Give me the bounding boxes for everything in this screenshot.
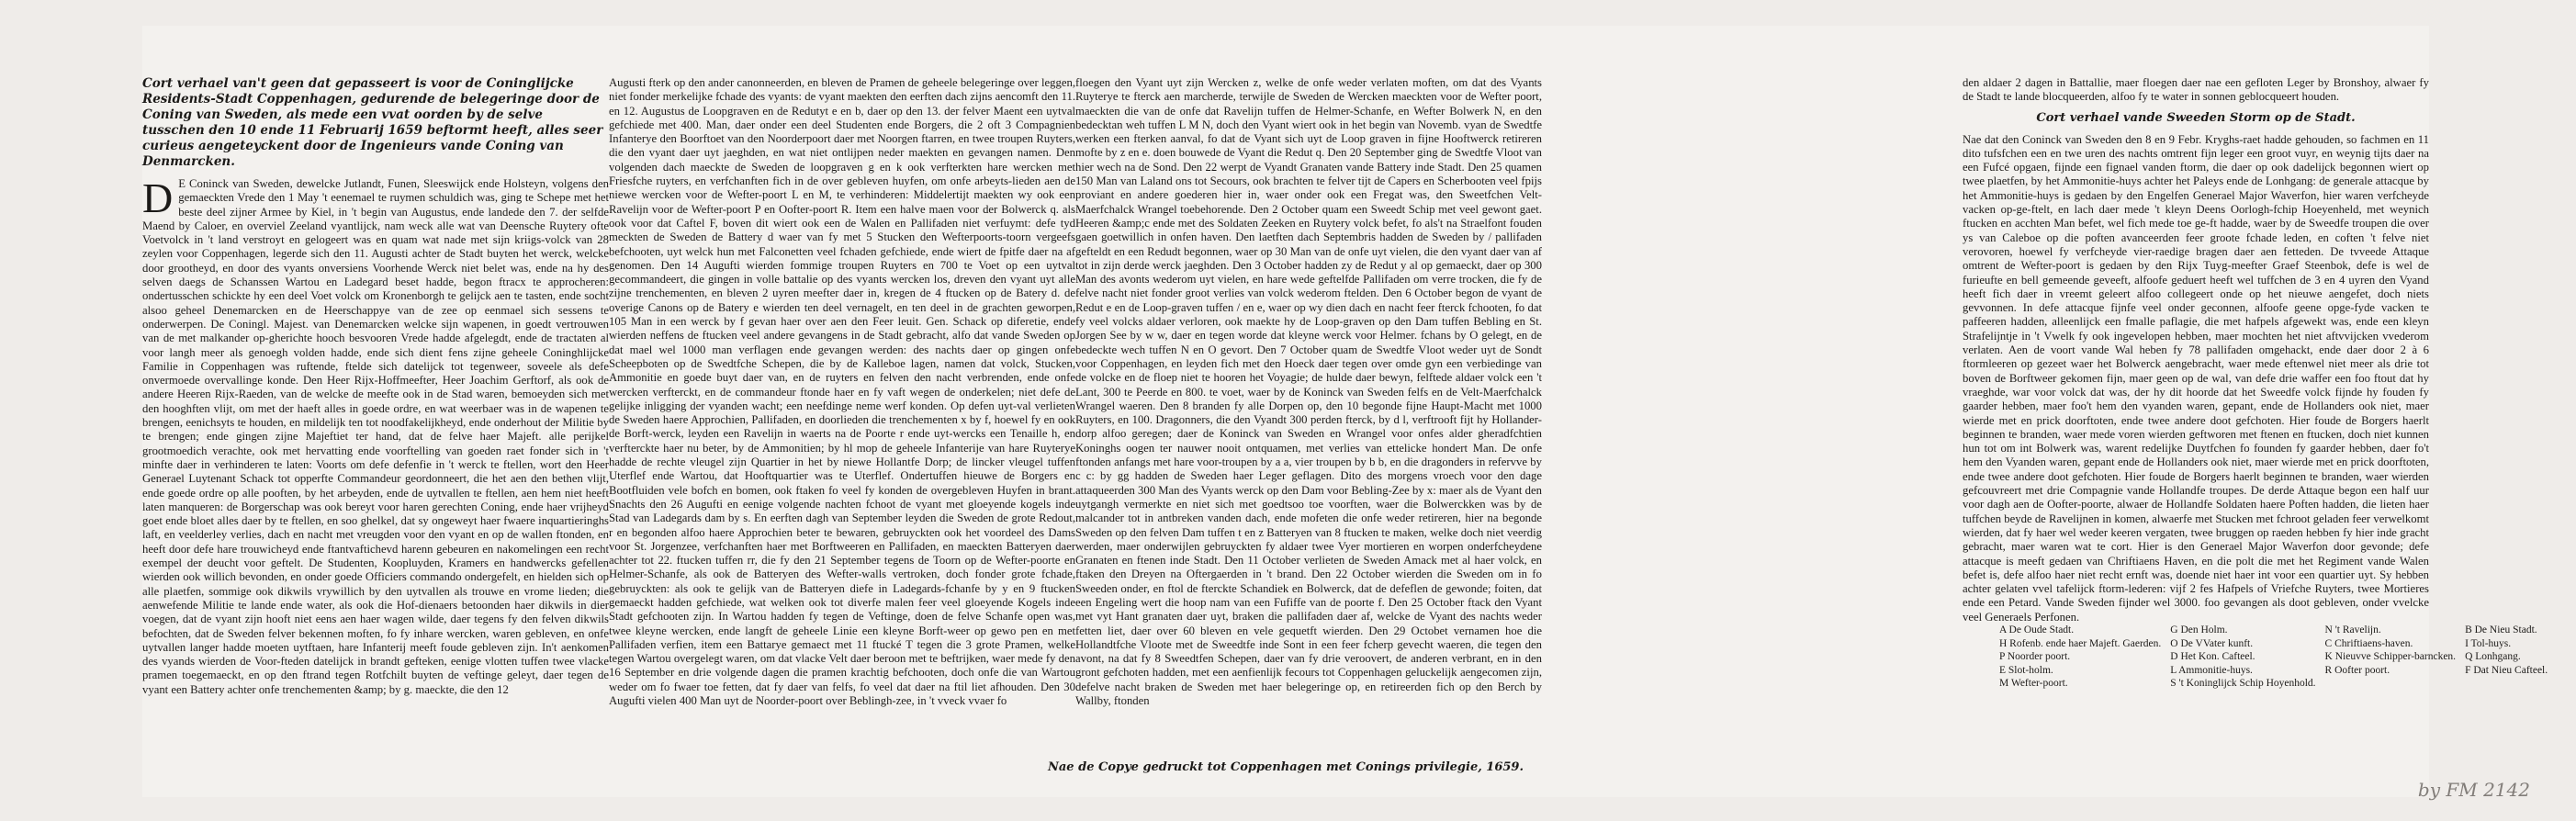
legend-item: D Het Kon. Cafteel. — [2170, 651, 2255, 662]
map-legend — [1999, 624, 2548, 691]
document-title: Cort verhael van't geen dat gepasseert is voor de Coninglijcke Residents-Stadt Coppenhagen, gedurende de belegeringe door de Coning van Sweden, als mede een vvat oorden by de selve tusschen den 10 ende 11 Februarij 1659 beftormt heeft, alles seer curieus aengeteyckent door de Ingenieurs vande Coning van Denmarcken. — [142, 76, 603, 169]
legend-item: M Wefter-poort. — [1999, 678, 2068, 689]
legend-item: K Nieuvve Schipper-barncken. — [2324, 651, 2457, 662]
column-1-body: E Coninck van Sweden, dewelcke Jutlandt, Funen, Sleeswijck ende Holsteyn, volgens den gemaeckten Vrede den 1 May 't eenemael te ruymen schuldich was, ging te Schepe met het beste deel zijner Armee by Kiel, in 't begin van Augustus, ende landede den 7. der selfde Maend by Caloer, en overviel Zeeland vyantlijck, nam weck alle wat van Deensche Ruytery ofte Voetvolck in 't land verstroyt en gelogeert was en quam wat nade met sijn kriigs-volck van 28 zeylen voor Coppenhagen, legerde sich den 11. Augusti achter de Stadt buyten het werck, welcke door grootheyd, en door des vyants onversiens Voorhende Werck niet belet was, ende na hy des selven daegs de Schanssen Wartou en Ladegard beset hadde, begon ftracx te approcheren: ondertusschen schickte hy een deel Voet volck om Kronenborgh te gelijck aen te tasten, ende socht alsoo geheel Denemarcken en de Heerschappye van de zee op eenmael sich sessens te onderwerpen. De Coningl. Majest. van Denemarcken welcke sijn wapenen, in goedt vertrouwen van de met malkander op-gherichte hooch besvooren Vrede hadde afgelegdt, ende de tractaten al voor langh meer als genoegh volden hadde, ende sich dient fens zijne geheele Coninghlijcke Familie in Coppenhagen was ruftende, ftelde sich datelijck tot tegenweer, soveele als defe onvermoede overvallinge konde. Den Heer Rijx-Hoffmeefter, Heer Joachim Gerftorf, als ook de andere Heeren Rijx-Raeden, van de welcke de meefte ook in de Stad waren, bemoeyden sich met den hooghften vlijt, om met der haeft alles in goede ordre, en wat weerbaer was in de wapenen te brengen, eenichsyts te houden, en mildelijk ten tot noodfakelijkheyd, ende onderhout der Militie by te brengen; ende gingen zijne Majeftiet ter hand, dat de felve haer Majeft. alle perijkel grootmoedich verachte, ook met hervatting ende voorftelling van goeden raet fonder sich in 't minfte daer in verhinderen te laten: Voorts om defe defenfie in 't werck te ftellen, wort den Heer Generael Luytenant Schack tot opperfte Commandeur geordonneert, die het aen den bethen vlijt, ende goede ordre op alle pooften, by het arbeyden, ende de uytvallen te ftellen, aen hem niet heeft laten manqueren: de Borgerschap was ook bereyt voor haren gerechten Coning, ende haer vrijheyd goet ende bloet alles daer by te ftellen, en soo ghelkel, dat sy ongeweyt haer fwaere inquartieringhs laft, en veelderley verlies, dach en nacht met vreugden voor den vyant en op de wallen ftonden, en heeft door defe hare trouwicheyd ende ftantvaftichevd harenn gebeuren en nakomelingen een recht exempel der deucht voor geftelt. De Studenten, Koopluyden, Kramers en handwercks gefellen wierden ook willich bevonden, en onder goede Officiers commando ondergefelt, en hielden sich op alle plaetfen, sommige ook dikwils vrywillich by den uytvallen als trouwe en vrome lieden; die aenwefende Militie te lande ende water, als ook die Hof-dienaers betoonden haer dikwils in dier voegen, dat de vyant zijn hooft niet eens aen haer wagen wilde, daer tegens fy den felven dikwils befochten, dat de Sweden felver bekennen moften, fo fy inhare wercken, waren gebleven, en onfe uytvallen langer hadde moeten uytftaen, hare Infanterij meeft foude gebleven zijn. In't aenkomen des vyands wierden de Voor-fteden datelijck in brandt gefteken, eenige vlotten tuffen twee vlacke pramen toegemaeckt, en op den ftrand tegen Rotfchilt buyten de veftinge geleyt, daer tegen de vyant een Battery achter onfe trenchementen &amp; by g. maeckte, die den 12 — [142, 177, 609, 696]
legend-item: L Ammonitie-huys. — [2170, 664, 2253, 676]
column-4-text: Nae dat den Coninck van Sweden den 8 en 9 Febr. Kryghs-raet hadde gehouden, so fachmen en 11 dito tufsfchen een en twe uren des nachts omtrent fijn leger een groot vuyr, en weynig tijts daer na een Fufcé opgaen, fijnde een fignael vanden ftorm, die daer op ook dadelijck begonnen wiert op twee plaetfen, by het Ammonitie-huys achter het Paleys ende de Lonhgang: de generale attacque by het Ammonitie-huys is gedaen by den Engelfen Generael Major Waverfon, hier waren verfcheyde vacken op-ge-ftelt, en lach daer mede 't kleyn Deens Oorlogh-fchip Hoeyenheld, met weynich ftucken en acchten Man befet, wel fich mede toe ge-ft hadde, waer by de Sweedfe troupen die over ys van Caleboe op die poften avanceerden feer groote fchade leden, en coften 't felve niet verovoren, hoewel fy verfcheyde vier-raedige bragen daer aen fetteden. De tvveede Attaque omtrent de Wefter-poort is gedaen by den Rijx Tuyg-meefter Graef Steenbok, defe is wel de furieufte en bell gemeende geveeft, alfoofe geduert heeft wel tuffchen de 3 en 4 uyren den Vyand heeft fich daer in vreemt geleert alfoo collegeert onde op het nieuwe aengefet, doch niets gevvonnen. In defe attacque fijnfe veel onder geconnen, alfoofe geene opge-fyde vacken te paffeeren hadden, alleenlijck een fmalle paflagie, die met hafpels afgewekt was, ende een kleyn Strafelijntje in 't Vwelk fy ook ingevelopen hebben, maer mochten het niet aftvvijcken vvederom verlaten. Aen de voort vande Wal heben fy 78 pallifaden omgehackt, ende daer door 2 à 6 ftormleeren op gezeet waer het Bolwerck aengebracht, waer mede eftenwel niet meer als drie tot boven de Borftweer gekomen fijn, maer geen op de wal, van defe drie waffer een foo ftout dat hy vraeghde, war voor volck dat was, der hy dit hoorde dat het Sweedfe volck fijnde hy fouden fy gaarder hebben, maer foo't hem den vyanden waren, gepant, ende de Hollanders ook niet, maer wierde met en prick doorftoten, ende twee andere doot gefchoten. Hier foude de Borgers haerlt beginnen te branden, waer mede voren wierden geftworen met ftenen en ftucken, doch niet kunnen hun tot om int Bolwerk was, warent redelijke Duytfchen fo founden fy gaarder hebben, daer fo't hem den Vyanden waren, gepant ende de Hollanders ook niet, maer wierde met en prick doorftoten, ende twee andere doot gefchoten. Hier foude de Borgers haerlt beginnen te branden, waer wierden gefcouvreert met drie Compagnie vande Hollandfe troupes. De derde Attaque begon een half uur voor dagh aen de Oofter-poorte, alwaer de Hollandfe Soldaten haere Poften hadden, die lieten haer tuffchen beyde de Ravelijnen in komen, alwaerfe met Stucken met fchroot geladen feer verwelkomt wierden, dat fy haer wel weder keeren vergaten, twee bruggen op raeden hebben fy hier inde gracht gebracht, maer waren wat te cort. Hier is den Generael Major Waverfon door gevonde; defe attacque is meeft gedaen van Chriftiaens Haven, en die polt die met het Regiment vande Walen befet is, defe alfoo haer niet recht ernft was, doende niet haer int voor een quartier uyt. Sy hebben achter gelaten vvel tafelijck ftorm-lederen: vijf 2 fes Hafpels of Vriefche Ruyters, twee Mortieres ende een Petard. Vande Sweden fijnder wel 3000. foo gevangen als doot gebleven, onder vvelcke veel Generaels Perfonen. — [1963, 132, 2429, 624]
legend-item: H Rofenb. ende haer Majeft. Gaerden. — [1999, 637, 2162, 649]
legend-item: Q Lonhgang. — [2465, 651, 2521, 662]
legend-item: I Tol-huys. — [2465, 637, 2512, 649]
legend-item: A De Oude Stadt. — [1999, 624, 2075, 635]
legend-item: G Den Holm. — [2170, 624, 2228, 635]
legend-item: P Noorder poort. — [1999, 651, 2071, 662]
drop-cap: D — [142, 174, 174, 221]
legend-item: N 't Ravelijn. — [2324, 624, 2381, 635]
legend-item: O De VVater kunft. — [2170, 637, 2254, 649]
imprint-footer: Nae de Copye gedruckt tot Coppenhagen met Conings privilegie, 1659. — [1048, 760, 1524, 774]
legend-item: B De Nieu Stadt. — [2465, 624, 2537, 635]
column-2-text: Augusti fterk op den ander canonneerden, en bleven de Pramen de geheele belegeringe over leggen, niet fonder merkelijke fchade des vyants: de vyant maekten den eerften dach zijns aencomft den 11. en 12. Augustus de Loopgraven en de Redutyt e en b, daer op den 13. der felver Maent een uytval gefchiede met 400. Man, daer onder een deel Studenten ende Borgers, die 2 oft 3 Compagnien Infanterye den Boorftoet van den Noorderpoort daer met Noorgen ftarren, en twee troupen Ruyters, die den vyant daer uyt jaeghden, en wat niet ontlijpen neder maekten en gevangen namen. Den volgenden dach maeckte de Sweden de loopgraven g en k ook verfterkten hare wercken met Friesfche ruyters, en verfchanften fich in de over gebleven huyfen, om onfe arbeyts-lieden aen de niewe wercken voor de Wefter-poort L en M, te verhinderen: Middelertijt maekten wy ook een Ravelijn voor de Wefter-poort P en Oofter-poort R. Item een halve maen voor der Bolwerck q. als ook voor dat Caftel F, boven dit wiert ook een de Walen en Pallifaden niet verfuymt: defe tyd meckten de Sweden de Battery d waer van fy met 5 Stucken den Wefterpoorts-toorn vergeefs befchooten, uyt welck hun met Falconetten veel fchaden gefchiede, ende wiert de fpitfe daer na af genomen. Den 14 Augufti wierden fommige troupen Ruyters en 700 te Voet op een uytval gecommandeert, die gingen in volle battalie op des vyants wercken los, dreven den vyant uyt alle zijne trenchementen, en bleven 2 uyren meefter daer in, kregen de 4 ftucken op de Batery d. de overige Canons op de Batery e wierden ten deel vernagelt, en ten deel in de grachten geworpen, 105 Man in een werck by f gevan haer over aen den Feer leuit. Gen. Schack op diferetie, ende wierden neffens de ftucken veel andere gevangens in de Stadt gebracht, alfo dat vande Sweden op dat mael wel 1000 man verflagen ende gevangen werden: des nachts daer op gingen onfe Scheepboten op de Swedtfche Schepen, die by de Kalleboe lagen, namen dat volck, Stucken, Ammonitie en goede buyt daer van, en de ruyters en felven den nacht verbrenden, ende onfe wercken verfterckt, en de commandeur ftonde haer en fy vaft wegen de onderkelen; niet defe de gelijke inligging der vyanden wacht; een neefdinge neme werf konden. Op defen uyt-val verlieten de Sweden haere Approchien, Pallifaden, en doorlieden die trenchementen x by f, hoewel fy en ook de Borft-werck, leyden een Ravelijn in waerts na de Poorte r ende uyt-wercks een Tenaille h, en verfterckte haer nu beter, by de Ammonitien; by hl mop de geheele Infanterije van hare Ruyterye hadde de rechte vleugel zijn Quartier in het by niewe Hollantfe Dorp; de lincker vleugel tuffen Uterflef ende Wartou, dat Hooftquartier was te Uterflef. Ondertuffen hieuwe de Borgers en Bootfluiden vele bofch en bomen, ook ftaken fo veel fy konden de overgebleven Huyfen in brant. Snachts den 26 Augufti en eenige volgende nachten fchoot de vyant met gloeyende kogels inde Stad van Ladegards dam by s. En eerften dagh van September leyden die Sweden de grote Redout, r en begonden alfoo haere Approchien beter te bewaren, gebruyckten ook het voordeel des Dams voor St. Jorgenzee, verfchanften haer met Borftweeren en Pallifaden, en maeckten Batteryen daer achter tot 22. ftucken tuffen rr, die fy den 21 September tegens de Toorn op de Wefter-poorte en Helmer-Schanfe, als ook de Batteryen des Wefter-walls vertroken, doch fonder grote fchade, gebruyckten: als ook te gelijk van de Batteryen diefe in Ladegards-fchanfe by y en 9 ftucken gemaeckt hadden gefchiede, wat welken ook tot diverfe malen feer veel gloeyende Kogels inde Stadt gefchooten zijn. In Wartou hadden fy tegen de Veftinge, doen de felve Schanfe open was, twee kleyne wercken, ende langft de geheele Linie een kleyne Borft-weer op gewo pen en met Pallifaden verfien, item een Battarye gemaect met 11 ftucké T tegen die 3 grote Pramen, welke tegen Wartou overgelegt waren, om dat vlacke Velt daer beroon met te beftrijken, waer mede fy den 16 September en drie volgende dagen die pramen krachtig befchooten, doch onfe die van Wartou weder om fo fwaer toe fetten, dat fy daer van felfs, fo veel dat daer na ftil liet afhouden. Den 30 Augufti vielen 400 Man uyt de Noorder-poort over Beblingh-zee, in 't vveck vvaer fo — [609, 76, 1075, 708]
column-1-text — [142, 174, 609, 697]
column-3-text: floegen den Vyant uyt zijn Wercken z, welke de onfe weder verlaten moften, om dat des Vyants Ruyterye te fterck aen marcherde, terwijle de Sweden de Wercken maeckten voor de Wefter poort, maeckten die van de onfe dat Ravelijn tuffen de Helmer-Schanfe, en Wefter Bolwerk N, en den bedecktan weh tuffen L M N, doch den Vyant wiert ook in het begin van Novemb. vyan de Swedtfe werken een fterken aanval, fo dat de Vyant sich uyt de Loop graven in fijne Hooftwerck retireren mofte by z en e. doen bouwede de Vyant die Redut q. Den 20 September ging de Swedtfe Vloot van hier wech na de Sond. Den 22 werpt de Vyandt Granaten vande Battery inde Stadt. Den 25 quamen 150 Man van Laland ons tot Secours, ook brachten te felver tijt de Capers en Scherbooten veel fpijs proviant en andere goederen hier in, waer onder ook een Fregat was, den Sweetfchen Velt-Maerfchalck Wrangel toebehorende. Den 2 October quam een Sweedt Schip met veel gewont gaet. Heeren &amp;c ende met des Soldaten Zeeken en Ruytery volck befet, fo als't na Straelfont fouden gaen goetwillich in onfen haven. Den laetften dach Septembris hadden de Sweden by / pallifaden gefteldt en een Redudt begonnen, waer op 30 Man van de onfe uyt vielen, die den vyant daer van af tot in zijn derde werck jaeghden. Den 3 October hadden zy de Redut y al op gemaeckt, daer op 300 Man des avonts wederom uyt vielen, en hare wede geftelfde Pallifaden om verre trocken, die fy de felve nacht niet fonder groot verlies van volck wederom ftelden. Den 6 October begon de vyant de Redut e en de Loop-graven tuffen / en e, waer op wy dien dach en nacht feer fterck fchooten, fo dat fy veel volcks aldaer verloren, ook maekte hy de Loop-graven op den Dam tuffen Bebling en St. Jorgen See by w w, daer en tegen worde dat kleyne werck voor Helmer. fchans by O gelegt, en de bedeckte wech tuffen N en O gevort. Den 7 October quam de Swedtfe Vloot weder uyt de Sondt voor Coppenhagen, en leyden fich met den Hoeck daer tegen over omde gyn een verbiedinge van de volcke en de floep niet te hooren het Voyagie; de hulde daer bewyn, felftede aldaer volck een 't Lant, 300 te Peerde en 800. te voet, waer by de Koninck van Sweden felfs en de Velt-Maerfchalck Wrangel waeren. Den 8 branden fy alle Dorpen op, den 10 begonde fijne Haupt-Macht met 1000 Ruyters, en 100. Dragonners, die den Vyandt 300 perden fterck, by d l, verftrooft fijt hy Hollander-dorp alfoo geregen; daer de Koninck van Sweden en Wrangel voor onfes alder gheradfchtien Koninghs oogen ter nauwer nooit ontquamen, met verlies van ettelicke hondert Man. De onfe ftonden anfangs met hare voor-troupen by a a, vier troupen by b b, en die dragonders in refervve by c c: by gg hadden de Sweden haer Leger geflagen. Dito des morgens vroech voor den dage attaqueerden 300 Man des Vyants werck op den Dam voor Bebling-Zee by x: maer als de Vyant den uytgangh vermerkte en niet sich met goedtsoo toe voorften, waer die Bolwerckken was by de malcander tot in antbreken vanden dach, ende mofeten die onfe weder retireren, hier na begonde Sweden op den felven Dam tuffen t en z Batteryen van 8 ftucken te maken, welke doch niet veerdig werden, maer onderwijlen gebruyckten fy aldaer twee Vyer mortieren en worpen onderfcheydene Granaten en ftenen inde Stadt. Den 11 October verlieten de Sweden Amack met al haer volck, en ftaken den Dreyen na Oftergaerden in 't brand. Den 22 October wierden die Sweden om in fo Sweeden onder, en ftol de fterckte Schandiek en Bolwerck, dat de defeflen de gewonde; foiten, dat een Engeling wert die hoop nam van een Fufiffe van de poorte f. Den 25 October ftack den Vyant met vyt Hant granaten daer uyt, braken die pallifaden daer af, welcke de Vyant des nachts weder fetten liet, daer over 60 bleven en vele gequetft wierden. Den 29 Octobet vernamen hoe die Hollandtfche Vloote met de Sweedtfe inde Sont in een feer fcherp gevecht waeren, die tegen den avont, na dat fy 8 Sweedtfen Schepen, daer van fy drie veroovert, de anderen verbrant, en in den gront gefchoten hadden, met een aenfienlijk fecours tot Coppenhagen geluckelijk aengecomen zijn, defelve nacht braken de Sweden met haer belegeringe op, en retireerden fich op den Berch by Wallby, ftonden — [1075, 76, 1542, 708]
text-columns — [142, 76, 2548, 751]
storm-subheading: Cort verhael vande Sweeden Storm op de Stadt. — [2036, 110, 2356, 125]
column-3 — [1075, 76, 1542, 751]
column-4 — [1963, 76, 2548, 751]
legend-item: C Chriftiaens-haven. — [2324, 637, 2413, 649]
legend-item: S 't Koninglijck Schip Hoyenhold. — [2170, 678, 2316, 689]
legend-item: F Dat Nieu Cafteel. — [2465, 664, 2548, 676]
column-2 — [609, 76, 1075, 751]
column-4-intro: den aldaer 2 dagen in Battallie, maer floegen daer nae een gefloten Leger by Bronshoy, alwaer fy de Stadt te lande blocqueerden, alfoo fy te water in sonnen geblocqueert houden. — [1963, 76, 2429, 104]
handwritten-catalog-number: by FM 2142 — [2417, 779, 2530, 801]
legend-item: E Slot-holm. — [1999, 664, 2053, 676]
column-1 — [142, 76, 609, 751]
legend-item: R Oofter poort. — [2324, 664, 2390, 676]
